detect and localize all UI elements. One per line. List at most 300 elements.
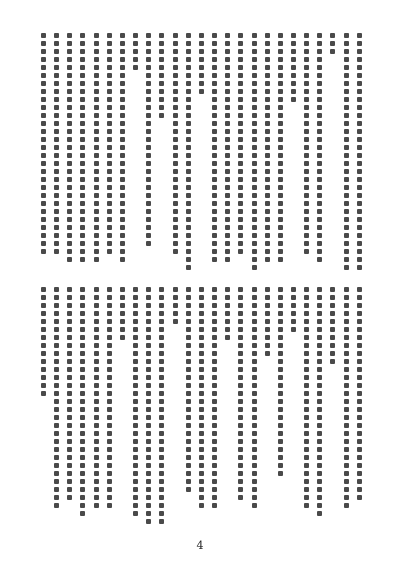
upper-text-glyph-mark [252, 177, 257, 182]
lower-text-glyph-mark [54, 367, 59, 372]
lower-text-glyph-mark [80, 367, 85, 372]
lower-text-column [252, 287, 257, 542]
upper-text-glyph-mark [54, 73, 59, 78]
lower-text-glyph-mark [238, 423, 243, 428]
upper-text-glyph-mark [146, 105, 151, 110]
lower-text-glyph-mark [199, 359, 204, 364]
lower-text-glyph-mark [278, 423, 283, 428]
upper-text-glyph-mark [278, 193, 283, 198]
upper-text-glyph-mark [265, 153, 270, 158]
lower-text-glyph-mark [120, 319, 125, 324]
upper-text-glyph-mark [120, 209, 125, 214]
lower-text-glyph-mark [80, 351, 85, 356]
upper-text-glyph-mark [357, 193, 362, 198]
upper-text-glyph-mark [173, 65, 178, 70]
upper-text-glyph-mark [212, 153, 217, 158]
upper-text-glyph-mark [225, 81, 230, 86]
lower-text-glyph-mark [94, 407, 99, 412]
lower-text-glyph-mark [80, 311, 85, 316]
upper-text-glyph-mark [252, 129, 257, 134]
lower-text-glyph-mark [146, 519, 151, 524]
lower-text-glyph-mark [67, 455, 72, 460]
lower-text-glyph-mark [159, 407, 164, 412]
upper-text-glyph-mark [252, 65, 257, 70]
upper-text-glyph-mark [80, 137, 85, 142]
upper-text-glyph-mark [265, 137, 270, 142]
lower-text-glyph-mark [317, 479, 322, 484]
upper-text-glyph-mark [265, 145, 270, 150]
upper-text-glyph-mark [212, 121, 217, 126]
lower-text-glyph-mark [252, 311, 257, 316]
lower-text-glyph-mark [133, 319, 138, 324]
upper-text-glyph-mark [159, 65, 164, 70]
upper-text-glyph-mark [146, 241, 151, 246]
lower-text-column [357, 287, 362, 542]
upper-text-glyph-mark [317, 81, 322, 86]
upper-text-glyph-mark [94, 57, 99, 62]
lower-text-glyph-mark [146, 391, 151, 396]
upper-text-glyph-mark [357, 73, 362, 78]
upper-text-glyph-mark [94, 65, 99, 70]
lower-text-glyph-mark [199, 343, 204, 348]
upper-text-glyph-mark [173, 177, 178, 182]
lower-text-glyph-mark [212, 391, 217, 396]
lower-text-column [304, 287, 309, 542]
upper-text-glyph-mark [41, 81, 46, 86]
upper-text-glyph-mark [344, 33, 349, 38]
upper-text-glyph-mark [304, 177, 309, 182]
upper-text-glyph-mark [317, 169, 322, 174]
lower-text-glyph-mark [330, 311, 335, 316]
lower-text-glyph-mark [41, 319, 46, 324]
upper-text-glyph-mark [120, 121, 125, 126]
upper-text-glyph-mark [80, 201, 85, 206]
upper-text-glyph-mark [120, 113, 125, 118]
lower-text-glyph-mark [80, 415, 85, 420]
lower-text-glyph-mark [159, 415, 164, 420]
lower-text-glyph-mark [357, 415, 362, 420]
upper-text-glyph-mark [344, 249, 349, 254]
upper-text-glyph-mark [67, 57, 72, 62]
upper-text-glyph-mark [265, 57, 270, 62]
upper-text-glyph-mark [94, 41, 99, 46]
lower-text-glyph-mark [133, 439, 138, 444]
lower-text-glyph-mark [67, 287, 72, 292]
lower-text-glyph-mark [317, 471, 322, 476]
lower-text-glyph-mark [80, 511, 85, 516]
upper-text-glyph-mark [186, 241, 191, 246]
upper-text-glyph-mark [107, 161, 112, 166]
upper-text-glyph-mark [120, 185, 125, 190]
upper-text-glyph-mark [94, 201, 99, 206]
lower-text-glyph-mark [67, 375, 72, 380]
lower-text-glyph-mark [344, 391, 349, 396]
upper-text-glyph-mark [344, 241, 349, 246]
upper-text-glyph-mark [225, 209, 230, 214]
lower-text-glyph-mark [317, 383, 322, 388]
upper-text-glyph-mark [304, 113, 309, 118]
lower-text-glyph-mark [199, 375, 204, 380]
upper-text-glyph-mark [120, 233, 125, 238]
lower-text-glyph-mark [133, 511, 138, 516]
lower-text-glyph-mark [344, 327, 349, 332]
lower-text-glyph-mark [212, 383, 217, 388]
lower-text-glyph-mark [133, 351, 138, 356]
lower-text-glyph-mark [304, 439, 309, 444]
upper-text-glyph-mark [54, 121, 59, 126]
lower-text-glyph-mark [146, 343, 151, 348]
upper-text-glyph-mark [212, 33, 217, 38]
lower-text-glyph-mark [252, 463, 257, 468]
lower-text-glyph-mark [317, 487, 322, 492]
lower-text-glyph-mark [199, 471, 204, 476]
upper-text-glyph-mark [225, 105, 230, 110]
lower-text-glyph-mark [238, 375, 243, 380]
upper-text-glyph-mark [41, 185, 46, 190]
upper-text-glyph-mark [120, 153, 125, 158]
upper-text-glyph-mark [278, 33, 283, 38]
lower-text-glyph-mark [107, 311, 112, 316]
upper-text-glyph-mark [357, 121, 362, 126]
upper-text-glyph-mark [146, 217, 151, 222]
lower-text-glyph-mark [238, 479, 243, 484]
upper-text-glyph-mark [344, 145, 349, 150]
upper-text-glyph-mark [173, 121, 178, 126]
lower-text-glyph-mark [186, 439, 191, 444]
lower-text-column [265, 287, 270, 542]
lower-text-glyph-mark [107, 479, 112, 484]
upper-text-glyph-mark [120, 73, 125, 78]
upper-text-glyph-mark [67, 249, 72, 254]
upper-text-glyph-mark [54, 193, 59, 198]
upper-text-glyph-mark [186, 121, 191, 126]
upper-text-glyph-mark [278, 137, 283, 142]
lower-text-glyph-mark [67, 415, 72, 420]
upper-text-column [199, 33, 204, 280]
upper-text-glyph-mark [278, 185, 283, 190]
upper-text-glyph-mark [265, 233, 270, 238]
upper-text-glyph-mark [94, 153, 99, 158]
lower-text-glyph-mark [186, 359, 191, 364]
lower-text-glyph-mark [107, 319, 112, 324]
upper-text-glyph-mark [80, 209, 85, 214]
upper-text-column [159, 33, 164, 280]
upper-text-glyph-mark [317, 257, 322, 262]
upper-text-glyph-mark [107, 97, 112, 102]
lower-text-glyph-mark [252, 415, 257, 420]
lower-text-glyph-mark [199, 367, 204, 372]
upper-text-glyph-mark [317, 33, 322, 38]
lower-text-glyph-mark [357, 319, 362, 324]
lower-text-glyph-mark [304, 471, 309, 476]
upper-text-glyph-mark [107, 33, 112, 38]
lower-text-glyph-mark [146, 335, 151, 340]
upper-text-glyph-mark [173, 89, 178, 94]
lower-text-glyph-mark [67, 431, 72, 436]
upper-text-glyph-mark [304, 105, 309, 110]
upper-text-glyph-mark [173, 113, 178, 118]
upper-text-glyph-mark [173, 249, 178, 254]
lower-text-glyph-mark [317, 423, 322, 428]
lower-text-glyph-mark [146, 295, 151, 300]
lower-text-glyph-mark [278, 391, 283, 396]
upper-text-glyph-mark [54, 81, 59, 86]
upper-text-glyph-mark [107, 177, 112, 182]
upper-text-glyph-mark [265, 185, 270, 190]
upper-text-glyph-mark [304, 121, 309, 126]
upper-text-glyph-mark [41, 145, 46, 150]
lower-text-glyph-mark [304, 423, 309, 428]
lower-text-glyph-mark [357, 495, 362, 500]
upper-text-glyph-mark [54, 201, 59, 206]
upper-text-glyph-mark [225, 177, 230, 182]
lower-text-glyph-mark [265, 327, 270, 332]
lower-text-glyph-mark [186, 319, 191, 324]
upper-text-glyph-mark [357, 65, 362, 70]
lower-text-column [67, 287, 72, 542]
lower-text-glyph-mark [41, 303, 46, 308]
lower-text-glyph-mark [146, 423, 151, 428]
upper-text-glyph-mark [186, 257, 191, 262]
lower-text-glyph-mark [265, 319, 270, 324]
upper-text-glyph-mark [238, 73, 243, 78]
upper-text-glyph-mark [304, 33, 309, 38]
lower-text-glyph-mark [317, 495, 322, 500]
lower-text-glyph-mark [252, 455, 257, 460]
lower-text-glyph-mark [344, 407, 349, 412]
upper-text-glyph-mark [133, 49, 138, 54]
lower-text-glyph-mark [317, 359, 322, 364]
lower-text-glyph-mark [199, 503, 204, 508]
lower-text-glyph-mark [159, 359, 164, 364]
upper-text-glyph-mark [238, 241, 243, 246]
lower-text-glyph-mark [173, 295, 178, 300]
lower-text-glyph-mark [212, 407, 217, 412]
upper-text-glyph-mark [199, 65, 204, 70]
upper-text-glyph-mark [357, 265, 362, 270]
lower-text-glyph-mark [146, 407, 151, 412]
upper-text-glyph-mark [357, 33, 362, 38]
lower-text-glyph-mark [146, 303, 151, 308]
upper-text-glyph-mark [94, 249, 99, 254]
lower-text-glyph-mark [278, 311, 283, 316]
upper-text-glyph-mark [278, 41, 283, 46]
upper-text-glyph-mark [304, 145, 309, 150]
upper-text-glyph-mark [41, 97, 46, 102]
upper-text-glyph-mark [173, 145, 178, 150]
upper-text-glyph-mark [94, 145, 99, 150]
lower-text-glyph-mark [186, 303, 191, 308]
upper-text-glyph-mark [107, 241, 112, 246]
lower-text-glyph-mark [159, 375, 164, 380]
upper-text-glyph-mark [225, 193, 230, 198]
upper-text-glyph-mark [120, 145, 125, 150]
upper-text-glyph-mark [317, 97, 322, 102]
upper-text-glyph-mark [344, 73, 349, 78]
upper-text-glyph-mark [225, 225, 230, 230]
lower-text-glyph-mark [41, 295, 46, 300]
upper-text-glyph-mark [252, 161, 257, 166]
upper-text-glyph-mark [252, 209, 257, 214]
lower-text-glyph-mark [80, 503, 85, 508]
lower-text-glyph-mark [317, 335, 322, 340]
lower-text-glyph-mark [159, 487, 164, 492]
upper-text-glyph-mark [344, 41, 349, 46]
upper-text-glyph-mark [120, 89, 125, 94]
upper-text-glyph-mark [278, 153, 283, 158]
upper-text-glyph-mark [146, 113, 151, 118]
upper-text-glyph-mark [173, 41, 178, 46]
lower-text-glyph-mark [199, 487, 204, 492]
upper-text-glyph-mark [67, 177, 72, 182]
upper-text-glyph-mark [212, 169, 217, 174]
upper-text-glyph-mark [278, 121, 283, 126]
lower-text-glyph-mark [317, 503, 322, 508]
upper-text-glyph-mark [212, 73, 217, 78]
lower-text-glyph-mark [54, 495, 59, 500]
upper-text-glyph-mark [304, 129, 309, 134]
upper-text-glyph-mark [133, 41, 138, 46]
lower-text-glyph-mark [317, 303, 322, 308]
upper-text-column [304, 33, 309, 280]
lower-text-glyph-mark [146, 511, 151, 516]
upper-text-glyph-mark [67, 185, 72, 190]
lower-text-glyph-mark [357, 487, 362, 492]
upper-text-glyph-mark [186, 169, 191, 174]
upper-text-glyph-mark [41, 33, 46, 38]
upper-text-glyph-mark [212, 177, 217, 182]
upper-text-glyph-mark [278, 129, 283, 134]
lower-text-glyph-mark [317, 391, 322, 396]
upper-text-glyph-mark [80, 225, 85, 230]
lower-text-glyph-mark [212, 415, 217, 420]
lower-text-glyph-mark [317, 439, 322, 444]
lower-text-glyph-mark [344, 303, 349, 308]
upper-text-glyph-mark [212, 225, 217, 230]
upper-text-column [291, 33, 296, 280]
upper-text-glyph-mark [173, 33, 178, 38]
upper-text-glyph-mark [225, 73, 230, 78]
upper-text-glyph-mark [238, 57, 243, 62]
lower-text-glyph-mark [199, 383, 204, 388]
lower-text-glyph-mark [107, 487, 112, 492]
lower-text-glyph-mark [330, 295, 335, 300]
upper-text-glyph-mark [238, 65, 243, 70]
upper-text-glyph-mark [265, 249, 270, 254]
lower-text-glyph-mark [159, 311, 164, 316]
lower-text-glyph-mark [146, 503, 151, 508]
lower-text-glyph-mark [344, 423, 349, 428]
lower-text-glyph-mark [265, 351, 270, 356]
upper-text-glyph-mark [304, 193, 309, 198]
lower-text-glyph-mark [120, 311, 125, 316]
upper-text-glyph-mark [67, 209, 72, 214]
upper-text-glyph-mark [186, 113, 191, 118]
upper-text-glyph-mark [265, 225, 270, 230]
upper-text-glyph-mark [173, 209, 178, 214]
upper-text-glyph-mark [304, 137, 309, 142]
lower-text-glyph-mark [357, 439, 362, 444]
upper-text-glyph-mark [278, 177, 283, 182]
lower-text-glyph-mark [265, 287, 270, 292]
upper-text-glyph-mark [278, 57, 283, 62]
lower-text-glyph-mark [344, 503, 349, 508]
lower-text-glyph-mark [199, 303, 204, 308]
upper-text-glyph-mark [344, 57, 349, 62]
lower-text-glyph-mark [107, 295, 112, 300]
lower-text-glyph-mark [212, 343, 217, 348]
lower-text-glyph-mark [278, 463, 283, 468]
lower-text-glyph-mark [265, 343, 270, 348]
lower-text-glyph-mark [238, 335, 243, 340]
upper-text-glyph-mark [94, 241, 99, 246]
lower-text-glyph-mark [357, 327, 362, 332]
upper-text-glyph-mark [107, 185, 112, 190]
upper-text-glyph-mark [159, 105, 164, 110]
lower-text-glyph-mark [252, 479, 257, 484]
lower-text-glyph-mark [344, 431, 349, 436]
lower-text-glyph-mark [41, 383, 46, 388]
lower-text-glyph-mark [67, 391, 72, 396]
lower-text-glyph-mark [133, 503, 138, 508]
upper-text-glyph-mark [317, 201, 322, 206]
upper-text-glyph-mark [317, 57, 322, 62]
lower-text-glyph-mark [159, 327, 164, 332]
lower-text-glyph-mark [186, 335, 191, 340]
lower-text-glyph-mark [238, 303, 243, 308]
lower-text-glyph-mark [80, 335, 85, 340]
lower-text-glyph-mark [54, 415, 59, 420]
lower-text-glyph-mark [278, 455, 283, 460]
lower-text-glyph-mark [80, 487, 85, 492]
upper-text-glyph-mark [252, 57, 257, 62]
upper-text-glyph-mark [317, 161, 322, 166]
upper-text-glyph-mark [54, 65, 59, 70]
lower-text-glyph-mark [186, 399, 191, 404]
lower-text-glyph-mark [67, 351, 72, 356]
lower-text-glyph-mark [54, 295, 59, 300]
lower-text-column [146, 287, 151, 542]
lower-text-glyph-mark [159, 343, 164, 348]
upper-text-glyph-mark [54, 49, 59, 54]
lower-text-glyph-mark [317, 407, 322, 412]
upper-text-glyph-mark [41, 73, 46, 78]
lower-text-glyph-mark [94, 303, 99, 308]
lower-text-glyph-mark [120, 335, 125, 340]
lower-text-glyph-mark [212, 439, 217, 444]
upper-text-glyph-mark [186, 225, 191, 230]
upper-text-glyph-mark [265, 129, 270, 134]
upper-text-glyph-mark [107, 153, 112, 158]
lower-text-glyph-mark [278, 431, 283, 436]
lower-text-glyph-mark [67, 319, 72, 324]
upper-text-glyph-mark [186, 217, 191, 222]
lower-text-glyph-mark [238, 287, 243, 292]
upper-text-glyph-mark [212, 65, 217, 70]
lower-text-glyph-mark [278, 359, 283, 364]
upper-text-glyph-mark [317, 241, 322, 246]
upper-text-glyph-mark [317, 193, 322, 198]
upper-text-glyph-mark [186, 161, 191, 166]
lower-text-glyph-mark [107, 287, 112, 292]
upper-text-glyph-mark [252, 49, 257, 54]
upper-text-glyph-mark [344, 217, 349, 222]
upper-text-glyph-mark [186, 193, 191, 198]
lower-text-glyph-mark [146, 439, 151, 444]
lower-text-glyph-mark [212, 503, 217, 508]
lower-text-glyph-mark [107, 351, 112, 356]
lower-text-glyph-mark [107, 383, 112, 388]
